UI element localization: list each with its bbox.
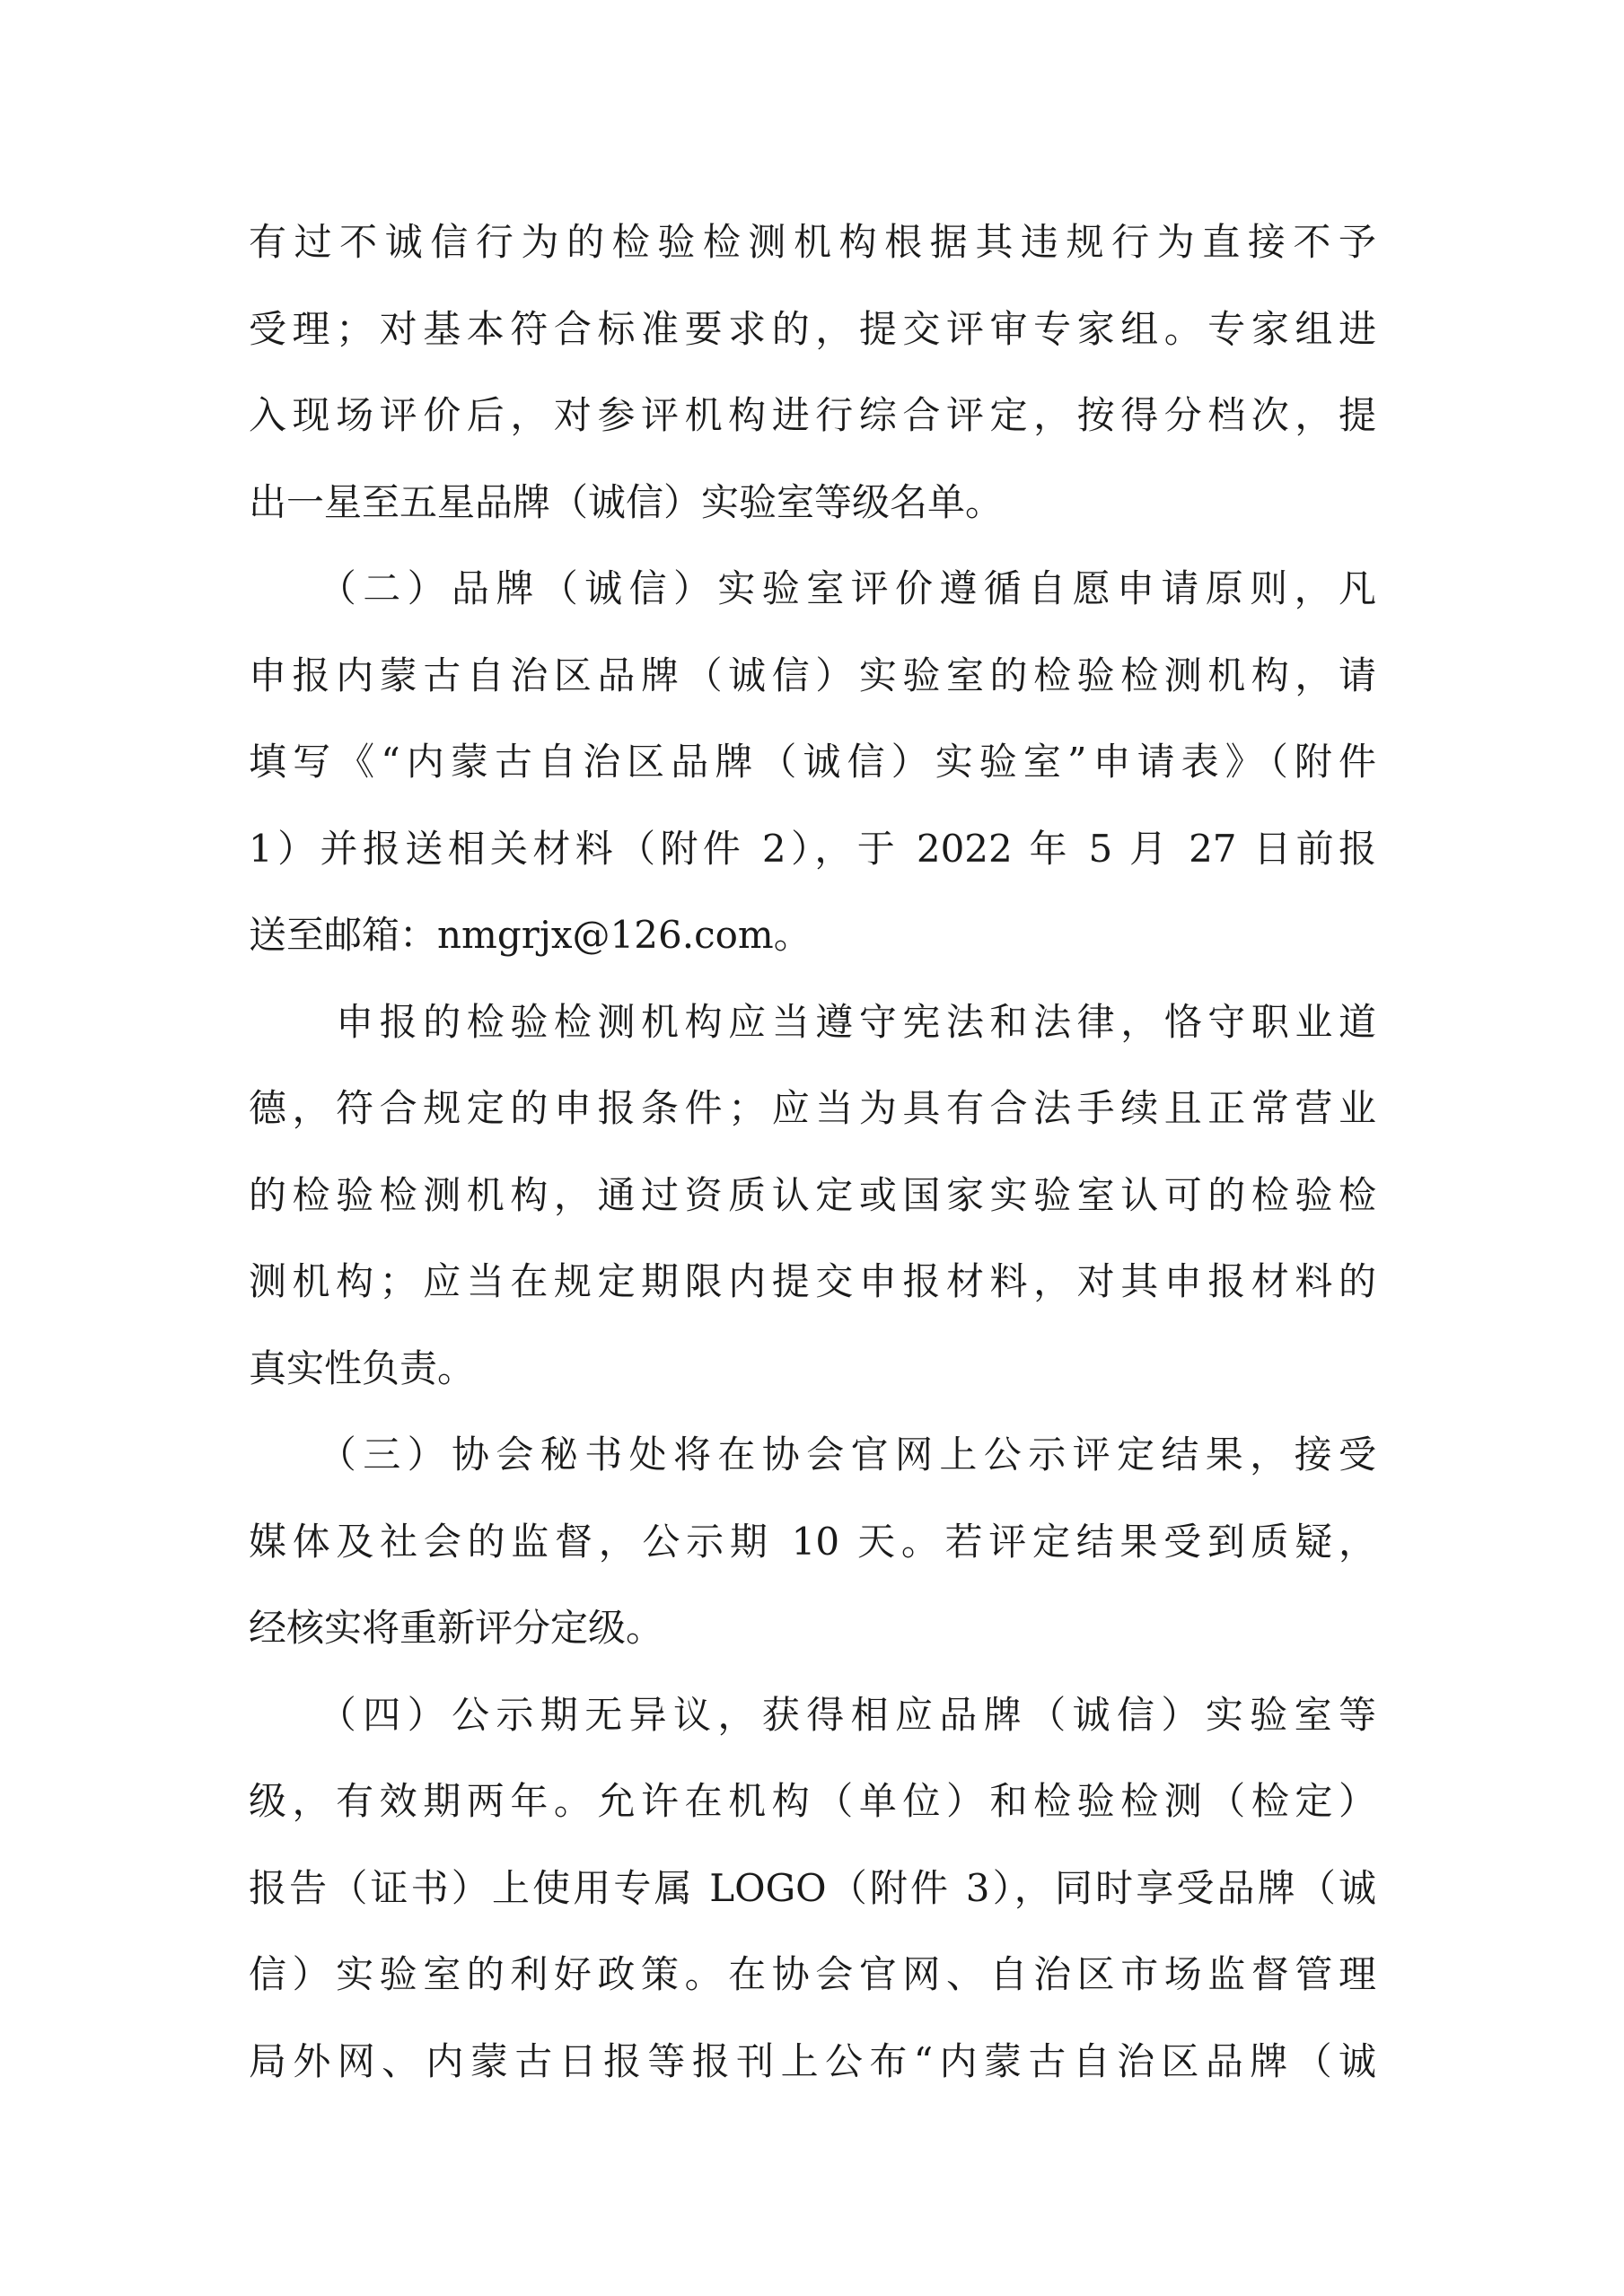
text-line: 德，符合规定的申报条件；应当为具有合法手续且正常营业 [249,1086,1376,1130]
text-line: （四）公示期无异议，获得相应品牌（诚信）实验室等 [249,1692,1376,1737]
text-line: 的检验检测机构，通过资质认定或国家实验室认可的检验检 [249,1172,1376,1217]
text-line: （二）品牌（诚信）实验室评价遵循自愿申请原则，凡 [249,566,1376,610]
text-line: 信）实验室的利好政策。在协会官网、自治区市场监督管理 [249,1952,1376,1996]
text-line: （三）协会秘书处将在协会官网上公示评定结果，接受 [249,1433,1376,1477]
text-line: 真实性负责。 [249,1345,476,1390]
text-line: 媒体及社会的监督，公示期 10 天。若评定结果受到质疑， [249,1519,1376,1564]
text-line: 经核实将重新评分定级。 [249,1606,664,1650]
text-line: 有过不诚信行为的检验检测机构根据其违规行为直接不予 [249,220,1376,264]
text-line: 报告（证书）上使用专属 LOGO（附件 3），同时享受品牌（诚 [249,1865,1376,1910]
text-line: 测机构；应当在规定期限内提交申报材料，对其申报材料的 [249,1259,1376,1303]
text-line: 出一星至五星品牌（诚信）实验室等级名单。 [249,479,1004,524]
text-line: 申报内蒙古自治区品牌（诚信）实验室的检验检测机构，请 [249,653,1376,697]
text-line: 受理；对基本符合标准要求的，提交评审专家组。专家组进 [249,306,1376,351]
text-line: 填写《“内蒙古自治区品牌（诚信）实验室”申请表》（附件 [249,740,1376,784]
text-line: 1）并报送相关材料（附件 2），于 2022 年 5 月 27 日前报 [249,826,1376,871]
text-line: 申报的检验检测机构应当遵守宪法和法律，恪守职业道 [249,999,1376,1044]
text-line: 入现场评价后，对参评机构进行综合评定，按得分档次，提 [249,393,1376,437]
text-line: 送至邮箱：nmgrjx@126.com。 [249,913,812,957]
text-line: 局外网、内蒙古日报等报刊上公布“内蒙古自治区品牌（诚 [249,2038,1376,2083]
text-line: 级，有效期两年。允许在机构（单位）和检验检测（检定） [249,1779,1376,1823]
document-body [249,199,1376,2105]
